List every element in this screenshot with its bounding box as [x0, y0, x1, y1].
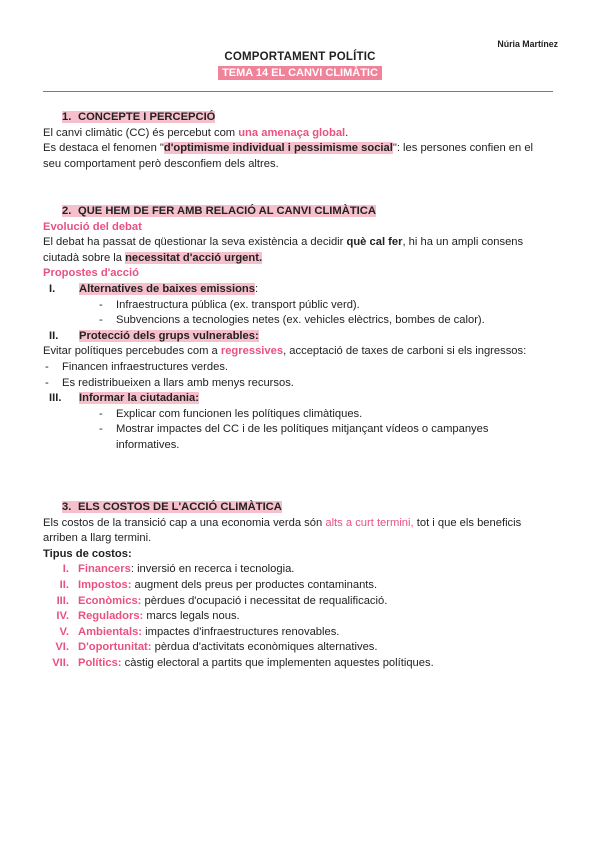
proposal-i-item: - Subvencions a tecnologies netes (ex. vehicles elèctrics, bombes de calor). — [43, 313, 553, 329]
section-2-heading-highlight — [62, 205, 376, 217]
highlight-global-threat: una amenaça global — [238, 126, 346, 139]
text-run: , hi ha un ampli consens ciutadà sobre la — [43, 236, 524, 264]
section-3-number: 3. — [62, 501, 72, 513]
cost-item — [43, 656, 553, 672]
cost-label: Ambientals: — [78, 625, 143, 638]
cost-number: III. — [56, 594, 69, 607]
proposal-iii — [43, 391, 553, 407]
cost-number: VI. — [55, 641, 69, 654]
document-subtitle: TEMA 14 EL CANVI CLIMÀTIC — [218, 66, 382, 80]
text-run: : — [254, 282, 259, 295]
subheading-action-proposals: Propostes d'acció — [43, 267, 139, 280]
proposal-ii-paragraph — [43, 344, 553, 360]
cost-label: Polítics: — [78, 656, 122, 669]
section-1 — [43, 110, 553, 172]
text-run: Es destaca el fenomen " — [43, 142, 164, 155]
cost-number: IV. — [56, 610, 69, 623]
cost-label: Impostos: — [78, 578, 132, 591]
section-3-heading-highlight — [62, 501, 282, 513]
header-divider — [43, 91, 553, 92]
proposal-ii-number: II. — [49, 329, 59, 342]
section-1-number: 1. — [62, 111, 72, 123]
cost-label: Reguladors: — [78, 610, 144, 623]
highlight-optimism-pessimism: d'optimisme individual i pessimisme social — [163, 142, 393, 155]
proposal-iii-item: - Mostrar impactes del CC i de les polítiques mitjançant vídeos o campanyes informatives. — [43, 422, 553, 453]
proposal-iii-label: Informar la ciutadania: — [79, 392, 199, 405]
proposal-i — [43, 282, 553, 298]
section-2-number: 2. — [62, 205, 72, 217]
cost-item — [43, 578, 553, 594]
highlight-regressive: regressives — [220, 345, 284, 358]
subheading-debate-evolution: Evolució del debat — [43, 220, 142, 233]
cost-item — [43, 609, 553, 625]
author-name: Núria Martínez — [497, 39, 558, 49]
section-3-title: ELS COSTOS DE L'ACCIÓ CLIMÀTICA — [78, 501, 282, 513]
cost-number: II. — [59, 578, 69, 591]
section-1-title: CONCEPTE I PERCEPCIÓ — [78, 111, 216, 123]
text-run: tot i que els beneficis arriben a llarg termini. — [43, 516, 522, 545]
section-1-heading-highlight — [62, 111, 215, 123]
cost-types-label: Tipus de costos: — [43, 547, 132, 560]
cost-label: Financers — [78, 563, 131, 576]
cost-text: pèrdua d'activitats econòmiques alternatives. — [151, 641, 378, 654]
section-2-heading — [43, 204, 553, 220]
section-1-paragraph-2 — [43, 141, 553, 172]
section-3 — [43, 500, 553, 672]
cost-text: impactes d'infraestructures renovables. — [142, 625, 340, 638]
proposal-ii-item: - Es redistribueixen a llars amb menys recursos. — [43, 376, 553, 392]
subtitle-wrap — [0, 66, 600, 80]
section-3-heading — [43, 500, 553, 516]
cost-item — [43, 562, 553, 578]
cost-text: augment dels preus per productes contaminants. — [131, 578, 378, 591]
cost-label: D'oportunitat: — [78, 641, 152, 654]
section-3-paragraph-1 — [43, 516, 553, 547]
section-2 — [43, 204, 553, 454]
proposal-iii-item: - Explicar com funcionen les polítiques climàtiques. — [43, 407, 553, 423]
cost-text: : inversió en recerca i tecnologia. — [130, 563, 295, 576]
cost-number: V. — [59, 625, 69, 638]
text-run: Els costos de la transició cap a una economia verda són — [43, 516, 326, 529]
cost-text: pèrdues d'ocupació i necessitat de requalificació. — [141, 594, 388, 607]
cost-number: VII. — [52, 656, 69, 669]
text-run: , acceptació de taxes de carboni si els ingressos: — [283, 345, 527, 358]
cost-text: càstig electoral a partits que implementen aquestes polítiques. — [121, 656, 434, 669]
text-run: Evitar polítiques percebudes com a — [43, 345, 221, 358]
highlight-short-term: alts a curt termini, — [325, 516, 414, 529]
section-2-title: QUE HEM DE FER AMB RELACIÓ AL CANVI CLIMÀTICA — [78, 205, 376, 217]
text-run: . — [345, 126, 349, 139]
text-run: El canvi climàtic (CC) és percebut com — [43, 126, 239, 139]
bold-what-to-do: què cal fer — [346, 236, 403, 249]
cost-text: marcs legals nous. — [143, 610, 240, 623]
highlight-urgent-action: necessitat d'acció urgent. — [125, 251, 263, 264]
proposal-i-number: I. — [49, 282, 56, 295]
document-title: COMPORTAMENT POLÍTIC — [224, 51, 376, 63]
cost-label: Econòmics: — [78, 594, 142, 607]
text-run: El debat ha passat de qüestionar la seva existència a decidir — [43, 236, 347, 249]
section-1-paragraph-1 — [43, 126, 553, 142]
proposal-ii-label: Protecció dels grups vulnerables: — [79, 329, 259, 342]
proposal-iii-number: III. — [49, 392, 62, 405]
cost-number: I. — [62, 563, 69, 576]
section-1-heading — [43, 110, 553, 126]
proposal-i-label: Alternatives de baixes emissions — [79, 282, 255, 295]
proposal-ii — [43, 329, 553, 345]
section-2-paragraph-1 — [43, 235, 553, 266]
proposal-i-item: - Infraestructura pública (ex. transport públic verd). — [43, 298, 553, 314]
proposal-ii-item: - Financen infraestructures verdes. — [43, 360, 553, 376]
cost-item — [43, 640, 553, 656]
text-run: ": les persones confien en el seu comportament però desconfiem dels altres. — [43, 142, 534, 170]
cost-item — [43, 625, 553, 641]
cost-item — [43, 594, 553, 610]
